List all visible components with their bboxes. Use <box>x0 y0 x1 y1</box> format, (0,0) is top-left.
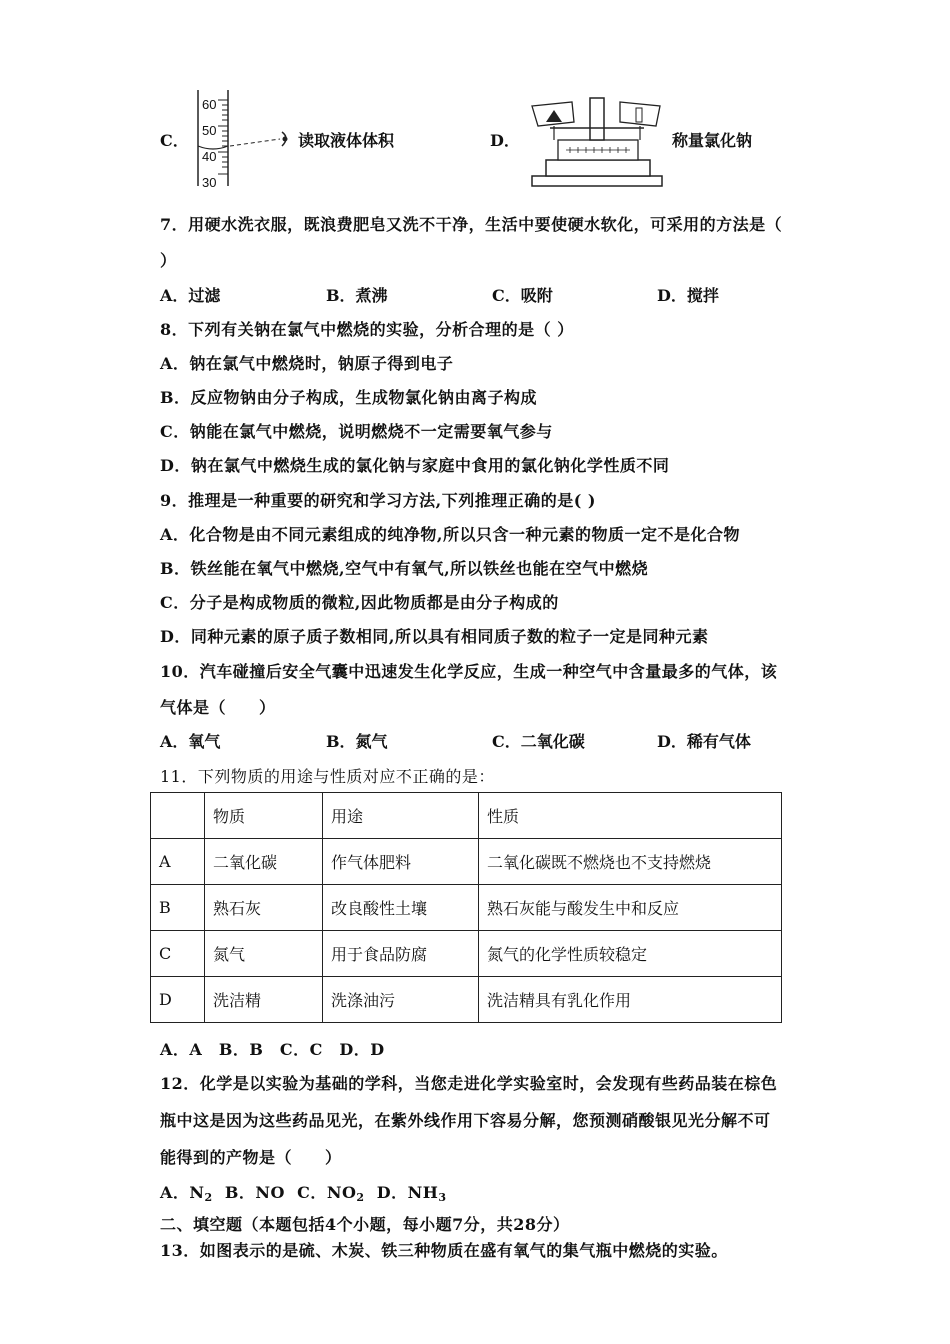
table-cell: 氮气的化学性质较稳定 <box>479 931 782 977</box>
q7-option-c: C．吸附 <box>492 286 553 305</box>
scale-label-40: 40 <box>202 149 217 164</box>
table-row <box>151 839 782 885</box>
q10-stem-line2: 气体是（ ） <box>160 698 276 717</box>
q7-stem-line2: ） <box>160 251 177 270</box>
q12-options <box>160 1180 446 1204</box>
table-cell: B <box>151 885 205 931</box>
table-header-cell: 物质 <box>205 793 323 839</box>
q12-option-b: B．NO <box>224 1183 285 1202</box>
table-cell: 作气体肥料 <box>323 839 479 885</box>
q10-option-c: C．二氧化碳 <box>492 732 585 751</box>
q10-option-b: B．氮气 <box>326 732 388 751</box>
table-header-cell: 用途 <box>323 793 479 839</box>
table-cell: 熟石灰 <box>205 885 323 931</box>
scale-label-50: 50 <box>202 123 217 138</box>
table-cell: 氮气 <box>205 931 323 977</box>
figure-d-caption: 称量氯化钠 <box>672 131 753 150</box>
table-header-cell <box>151 793 205 839</box>
scale-label-60: 60 <box>202 97 217 112</box>
q9-stem: 9．推理是一种重要的研究和学习方法,下列推理正确的是( ) <box>160 491 596 510</box>
q12-stem-line2: 瓶中这是因为这些药品见光，在紫外线作用下容易分解，您预测硝酸银见光分解不可 <box>160 1111 771 1130</box>
q11-answer-options: A．A B．B C．C D．D <box>160 1040 385 1059</box>
table-row <box>151 885 782 931</box>
table-row <box>151 931 782 977</box>
table-cell: 二氧化碳 <box>205 839 323 885</box>
q8-stem: 8．下列有关钠在氯气中燃烧的实验，分析合理的是（ ） <box>160 320 574 339</box>
q8-option-c: C．钠能在氯气中燃烧，说明燃烧不一定需要氧气参与 <box>160 422 553 441</box>
eye-icon <box>282 132 288 146</box>
q9-option-b: B．铁丝能在氧气中燃烧,空气中有氧气,所以铁丝也能在空气中燃烧 <box>160 559 649 578</box>
q8-option-b: B．反应物钠由分子构成，生成物氯化钠由离子构成 <box>160 388 538 407</box>
q9-option-c: C．分子是构成物质的微粒,因此物质都是由分子构成的 <box>160 593 559 612</box>
q12-option-d: D．$NH_3$ <box>376 1183 447 1204</box>
q12-option-a: A．$N_2$ <box>160 1183 213 1204</box>
table-header-cell: 性质 <box>479 793 782 839</box>
figure-c-caption: 读取液体体积 <box>298 131 395 150</box>
q10-option-d: D．稀有气体 <box>657 732 751 751</box>
scale-label-30: 30 <box>202 175 217 190</box>
q12-option-c: C．$NO_2$ <box>297 1183 365 1204</box>
option-d-label: D． <box>490 131 520 150</box>
q12-stem-line3: 能得到的产物是（ ） <box>160 1148 342 1167</box>
table-cell: 二氧化碳既不燃烧也不支持燃烧 <box>479 839 782 885</box>
section-2-title: 二、填空题（本题包括4个小题，每小题7分，共28分） <box>160 1215 570 1234</box>
q7-option-a: A．过滤 <box>160 286 221 305</box>
q10-option-a: A．氧气 <box>160 732 221 751</box>
cylinder-scale <box>202 92 216 196</box>
table-header-row <box>151 793 782 839</box>
table-cell: 用于食品防腐 <box>323 931 479 977</box>
table-cell: D <box>151 977 205 1023</box>
table-cell: 改良酸性土壤 <box>323 885 479 931</box>
q9-option-d: D．同种元素的原子质子数相同,所以具有相同质子数的粒子一定是同种元素 <box>160 627 709 646</box>
q7-option-b: B．煮沸 <box>326 286 388 305</box>
q12-stem-line1: 12．化学是以实验为基础的学科，当您走进化学实验室时，会发现有些药品装在棕色 <box>160 1074 778 1093</box>
q11-stem: 11．下列物质的用途与性质对应不正确的是： <box>160 767 495 786</box>
balance-scale-figure <box>528 92 668 188</box>
q11-table <box>150 792 782 1023</box>
q8-option-a: A．钠在氯气中燃烧时，钠原子得到电子 <box>160 354 454 373</box>
table-cell: A <box>151 839 205 885</box>
q8-option-d: D．钠在氯气中燃烧生成的氯化钠与家庭中食用的氯化钠化学性质不同 <box>160 456 670 475</box>
q13-stem: 13．如图表示的是硫、木炭、铁三种物质在盛有氧气的集气瓶中燃烧的实验。 <box>160 1241 728 1260</box>
table-cell: C <box>151 931 205 977</box>
q7-stem-line1: 7．用硬水洗衣服，既浪费肥皂又洗不干净，生活中要使硬水软化，可采用的方法是（ <box>160 215 783 234</box>
table-cell: 洗洁精 <box>205 977 323 1023</box>
table-cell: 洗涤油污 <box>323 977 479 1023</box>
option-c-label: C． <box>160 131 189 150</box>
q9-option-a: A．化合物是由不同元素组成的纯净物,所以只含一种元素的物质一定不是化合物 <box>160 525 740 544</box>
table-cell: 熟石灰能与酸发生中和反应 <box>479 885 782 931</box>
table-row <box>151 977 782 1023</box>
q10-stem-line1: 10．汽车碰撞后安全气囊中迅速发生化学反应，生成一种空气中含量最多的气体，该 <box>160 662 778 681</box>
table-cell: 洗洁精具有乳化作用 <box>479 977 782 1023</box>
q7-option-d: D．搅拌 <box>657 286 719 305</box>
